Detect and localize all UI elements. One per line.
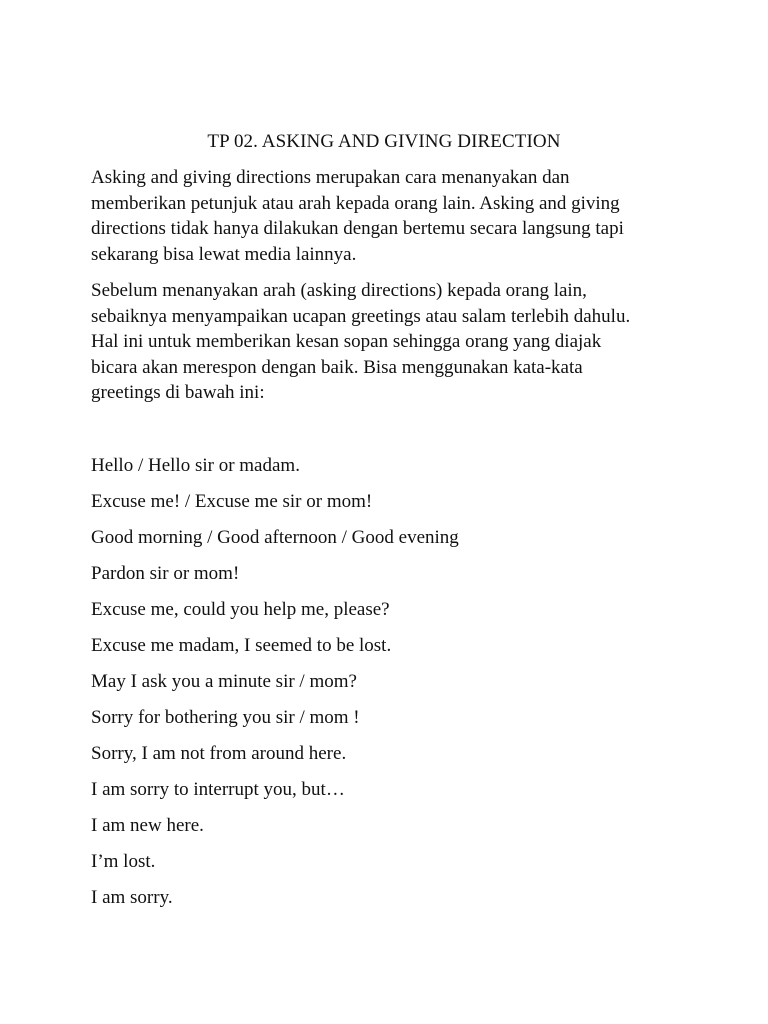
greeting-item: Hello / Hello sir or madam. — [91, 455, 300, 476]
greetings-list — [91, 454, 691, 922]
greeting-item: I am new here. — [91, 815, 204, 836]
document-title: TP 02. ASKING AND GIVING DIRECTION — [207, 131, 561, 152]
greeting-item: I am sorry to interrupt you, but… — [91, 779, 345, 800]
greeting-item: Excuse me madam, I seemed to be lost. — [91, 635, 392, 656]
paragraph-line: Asking and giving directions merupakan cara menanyakan dan — [91, 167, 570, 188]
paragraph-line: Hal ini untuk memberikan kesan sopan sehingga orang yang diajak — [91, 331, 602, 352]
paragraph-line: bicara akan merespon dengan baik. Bisa menggunakan kata-kata — [91, 356, 583, 378]
paragraph-line: directions tidak hanya dilakukan dengan bertemu secara langsung tapi — [91, 218, 624, 239]
paragraph-line: sekarang bisa lewat media lainnya. — [91, 243, 357, 265]
greeting-item: Pardon sir or mom! — [91, 563, 240, 584]
paragraph-line: memberikan petunjuk atau arah kepada orang lain. Asking and giving — [91, 192, 620, 214]
greeting-item: Good morning / Good afternoon / Good evening — [91, 527, 459, 548]
greeting-item: Sorry, I am not from around here. — [91, 743, 347, 764]
greeting-item: Sorry for bothering you sir / mom ! — [91, 707, 360, 728]
paragraph-line: sebaiknya menyampaikan ucapan greetings atau salam terlebih dahulu. — [91, 305, 631, 327]
greeting-item: I am sorry. — [91, 887, 173, 908]
paragraph-line: greetings di bawah ini: — [91, 382, 265, 403]
greeting-item: I’m lost. — [91, 851, 156, 872]
greeting-item: Excuse me! / Excuse me sir or mom! — [91, 491, 373, 512]
intro-paragraph — [91, 165, 691, 267]
greeting-item: Excuse me, could you help me, please? — [91, 599, 390, 620]
greeting-item: May I ask you a minute sir / mom? — [91, 671, 357, 692]
greetings-intro-paragraph — [91, 278, 691, 406]
paragraph-line: Sebelum menanyakan arah (asking directions) kepada orang lain, — [91, 280, 587, 301]
